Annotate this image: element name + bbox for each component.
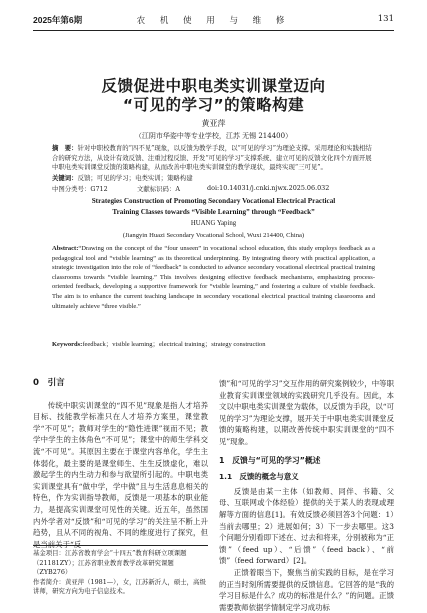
abstract-cn-text: 针对中职校教育的“四不见”现象，以反馈为教学手段，以“可见的学习”为理论支撑。采用理论和实践相结合的研究方法，从设计有效反馈、注重过程反馈、开发“可见的学习”支撑系统、建立可见的反馈文化四个方面开展中职电类实训课堂反馈的策略构建，从而改善中职电类实训课堂的教学现状，最终实现“三可见”。	[52, 144, 372, 172]
header-rule	[33, 30, 394, 31]
english-keywords-text: feedback；visible learning；electrical training；strategy construction	[82, 341, 266, 348]
footnote-author-bio: 作者简介：黄亚萍（1981—），女，江苏新沂人，硕士，高级讲师，研究方向为电子信息技术。	[33, 577, 206, 596]
body-column-right	[219, 378, 394, 613]
english-keywords-label: Keywords:	[52, 341, 83, 348]
footnote	[33, 545, 208, 597]
english-affiliation: (Jiangyin Huazi Secondary Vocational School, Wuxi 214400, China)	[122, 232, 305, 239]
section-0-heading: 0 引言	[33, 378, 65, 388]
section-1-heading: 1 反馈与“可见的学习”概述	[219, 455, 321, 465]
classification-line	[52, 184, 375, 194]
article-title	[30, 77, 397, 115]
english-author: HUANG Yaping	[190, 220, 237, 227]
section-0-paragraph-continued: 馈”和“可见的学习”交互作用的研究案例较少，中等职业教育实训课堂领域的实践研究几乎没有。因此，本文以中职电类实训课堂为载体，以反馈为手段，以“可见的学习”为理论支撑，展开关于中职电类实训课堂反馈的策略构建，以期改善传统中职实训课堂的“四不见”现象。	[219, 379, 394, 446]
author-affiliation: （江阴市华姿中等专业学校，江苏 无锡 214400）	[134, 132, 293, 140]
running-header	[33, 14, 394, 26]
keywords-cn-text: 反馈；可见的学习；电类实训；策略构建	[77, 174, 193, 182]
english-abstract-label: Abstract:	[52, 245, 79, 252]
english-keywords	[52, 340, 375, 350]
document-code: 文献标识码：A	[137, 185, 180, 193]
journal-name: 农 机 使 用 与 维 修	[136, 16, 291, 26]
title-line-2: “可见的学习”的策略构建	[122, 96, 305, 114]
clc-number: 中图分类号：G712	[52, 185, 108, 193]
english-abstract-text: “Drawing on the concept of the “four unseen” in vocational school education, this study employs feedback as a pedagogical tool and “visible learning” as its theoretical underpinning. By integrating theory with practical application, a strategic investigation into the role of “feedback” is conducted to advance secondary vocational electrical practical training classrooms towards “visible learning.” This involves designing effective feedback mechanisms, emphasizing process-oriented feedback, developing a supportive framework for “visible learning,” and fostering a culture of visible feedback. The aim is to enhance the current teaching landscape in secondary vocational electrical practical training classrooms and ultimately achieve “three visible.”	[52, 245, 375, 310]
section-0-paragraph: 传统中职实训课堂的“四不见”现象是指人才培养目标、技能教学标准只在人才培养方案里，课堂教学“不可见”；教师对学生的“隐性进课”视而不见；教学中学生的主体角色“不可见”；课堂中的师生学科交流“不可见”。其原因主要在于课堂内容单化，学生主体弱化，最主要的是课堂师生、生生反馈虚化，难以激起学生的内生动力和参与欲望所引起的。中职电类实训课堂具有“做中学，学中做”且与生活息息相关的特色，作为实训指导教师，反馈是一项基本的职业能力，是提高实训课堂可见性的关键。近五年，虽然国内外学者对“反馈”和“可见的学习”的关注呈不断上升趋势，且从不同的视角、不同的维度进行了探究，但是当前关于“反	[33, 400, 208, 549]
english-title-line-2: Training Classes towards “Visible Learning” through “Feedback”	[112, 207, 315, 216]
body-column-left	[33, 378, 208, 550]
section-1-1-paragraph-2: 正馈着眼当下，聚焦当前实践的目标，是在学习的正当时刻所需要提供的反馈信息。它回答的是“我的学习目标是什么？成功的标准是什么？”的问题。正馈需要教师依据学情制定学习成功标	[219, 567, 394, 612]
english-title-line-1: Strategies Construction of Promoting Secondary Vocational Electrical Practical	[91, 197, 336, 205]
footnote-fund: 基金项目：江苏省教育学会“十四五”教育科研立项课题（21181ZY）；江苏省职业教育教学改革研究课题（ZYB276）	[33, 549, 187, 577]
doi: doi:10.14031/j.cnki.njwx.2025.06.032	[207, 184, 330, 192]
page-number: 131	[377, 14, 394, 24]
keywords-cn-label: 关键词：	[52, 174, 78, 182]
section-1-1-heading: 1.1 反馈的概念与意义	[219, 472, 299, 482]
abstract-cn	[52, 144, 375, 173]
english-abstract	[52, 244, 375, 311]
abstract-cn-label: 摘 要：	[52, 144, 78, 152]
issue-label: 2025年第6期	[33, 15, 83, 25]
section-1-1-paragraph-1: 反馈是由某一主体（如教师、同伴、书籍、父母、互联网或个体经验）提供的关于某人的表现或理解等方面的信息[1]。有效反馈必须回答3个问题：1）当前去哪里；2）进展如何；3）下一步去哪里。这3个问题分别看即下述在、过去和将来，分别被称为“正馈”（feed up）、“后馈”（feed back）、“前馈”（feed forward）[2]。	[219, 486, 394, 566]
title-line-1: 反馈促进中职电类实训课堂迈向	[101, 77, 326, 95]
author-name: 黄亚萍	[201, 119, 226, 128]
english-title	[40, 196, 387, 217]
keywords-cn	[52, 174, 375, 184]
